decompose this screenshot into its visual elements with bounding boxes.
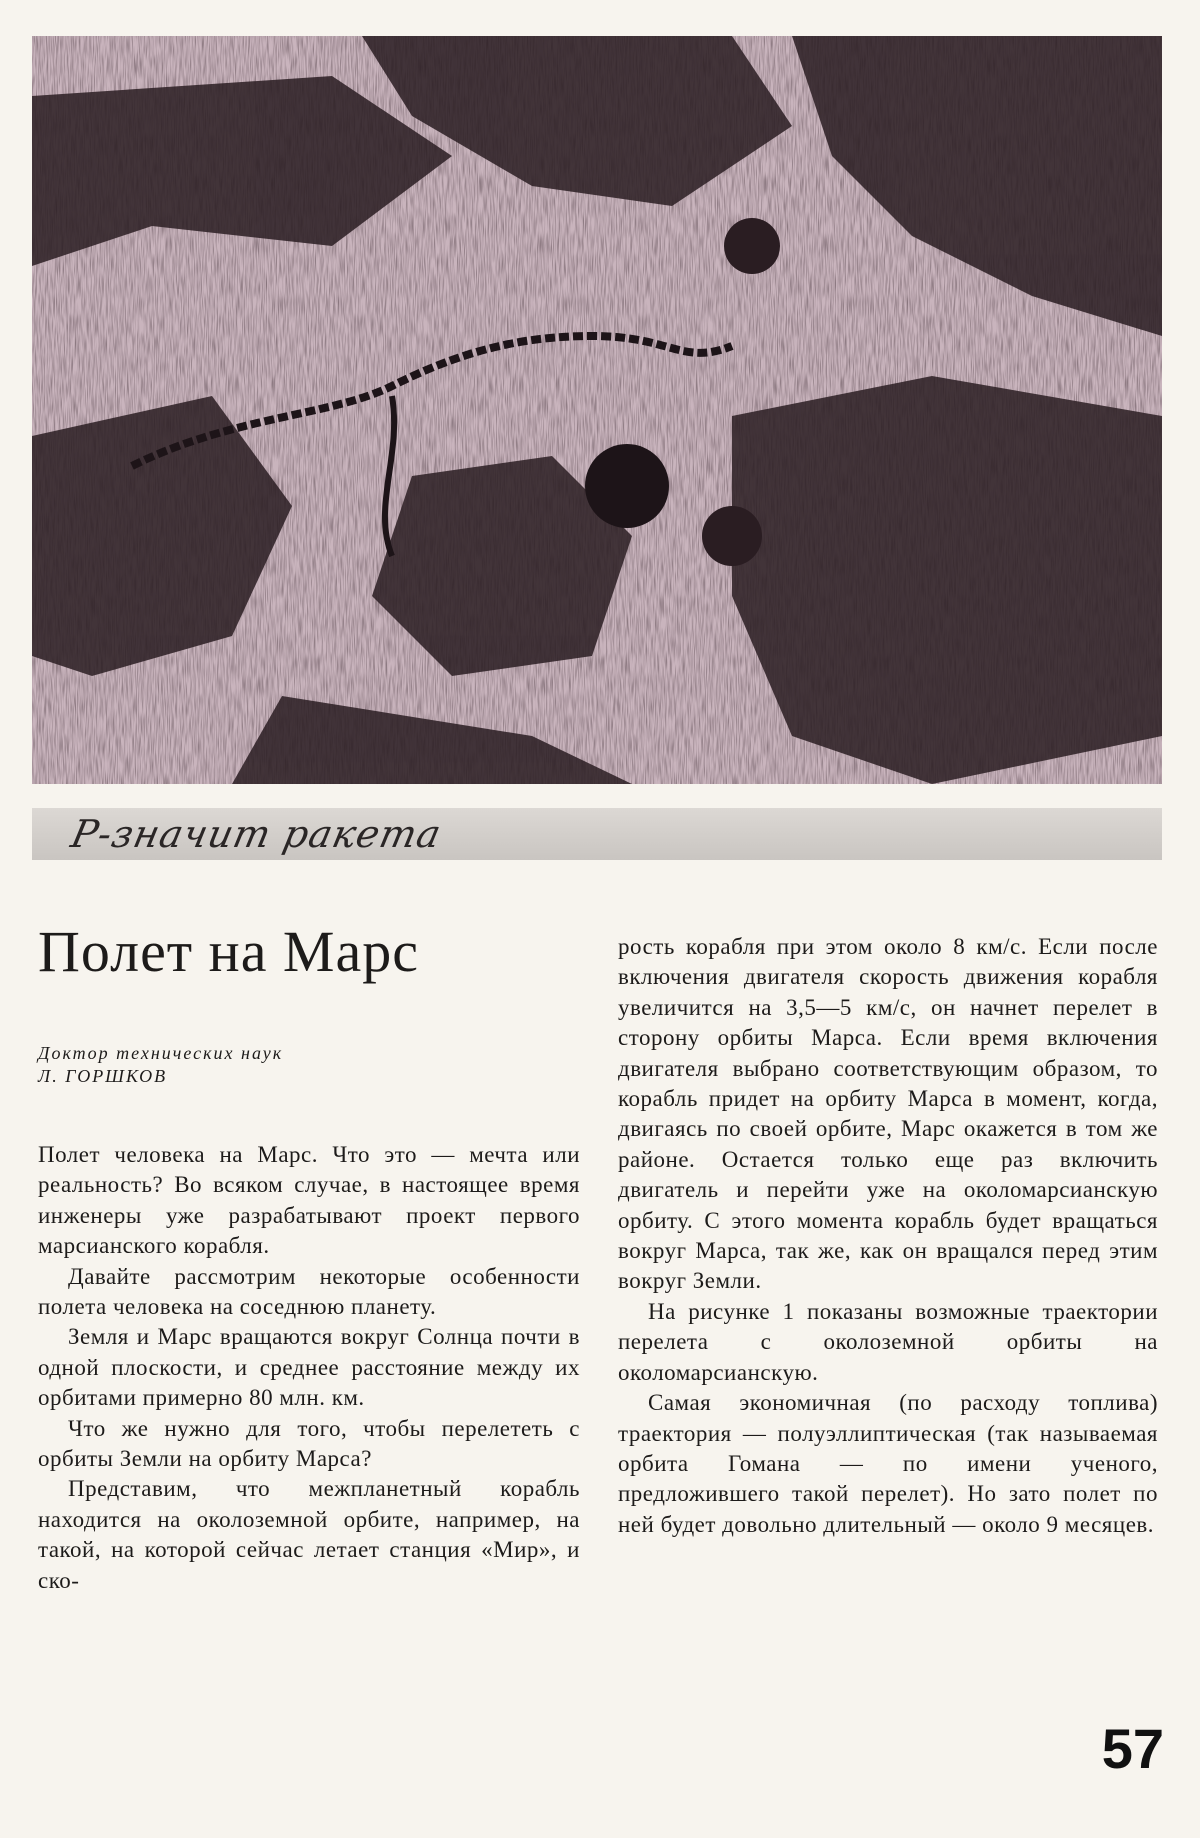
banner-text: Р-значит ракета: [67, 812, 446, 856]
handwritten-banner: [32, 808, 1162, 860]
article-title: Полет на Марс: [38, 919, 419, 984]
paragraph: Полет человека на Марс. Что это — мечта или реальность? Во всяком случае, в настоящее время инженеры уже разрабатывают проект первого марсианского корабля.: [38, 1142, 580, 1259]
paragraph: Представим, что межпланетный корабль находится на околоземной орбите, например, на такой, на которой сейчас летает станция «Мир», и ско-: [38, 1476, 580, 1593]
paragraph: Самая экономичная (по расходу топлива) траектория — полуэллиптическая (так называемая орбита Гомана — по имени ученого, предложившего такой перелет). Но зато полет по ней будет довольно длительный — около 9 месяцев.: [618, 1390, 1158, 1537]
author-degree: Доктор технических наук: [38, 1043, 284, 1063]
paragraph: Земля и Марс вращаются вокруг Солнца почти в одной плоскости, и среднее расстояние между их орбитами примерно 80 млн. км.: [38, 1324, 580, 1411]
mars-surface-photo: [32, 36, 1162, 784]
page-number: 57: [1101, 1717, 1164, 1780]
paragraph: рость корабля при этом около 8 км/с. Если после включения двигателя скорость движения корабля увеличится на 3,5—5 км/с, он начнет перелет в сторону орбиты Марса. Если время включения двигателя выбрано соответствующим образом, то корабль придет на орбиту Марса в момент, когда, двигаясь по своей орбите, Марс окажется в том же районе. Остается только еще раз включить двигатель и перейти уже на околомарсианскую орбиту. С этого момента корабль будет вращаться вокруг Марса, так же, как он вращался перед этим вокруг Земли.: [618, 934, 1158, 1294]
paragraph: Давайте рассмотрим некоторые особенности полета человека на соседнюю планету.: [38, 1263, 580, 1320]
right-column: [618, 932, 1158, 1540]
byline: [38, 1042, 283, 1089]
author-name: Л. ГОРШКОВ: [38, 1066, 168, 1087]
left-column: [38, 1140, 580, 1596]
paragraph: Что же нужно для того, чтобы перелететь с орбиты Земли на орбиту Марса?: [38, 1415, 580, 1472]
paragraph: На рисунке 1 показаны возможные траектории перелета с околоземной орбиты на околомарсианскую.: [618, 1298, 1158, 1385]
